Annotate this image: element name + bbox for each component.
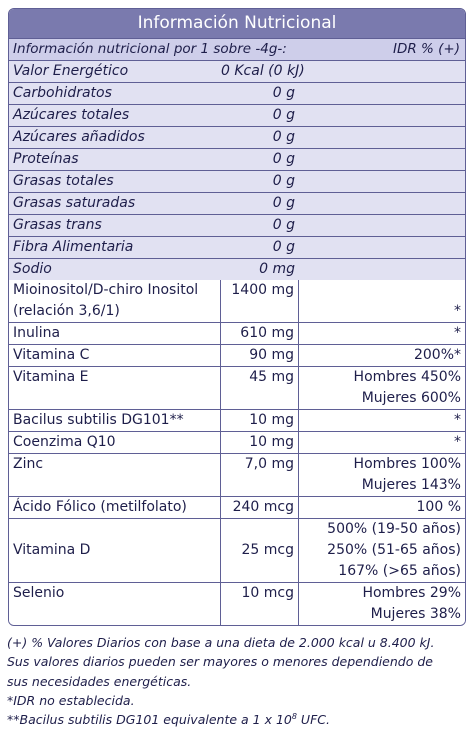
idr-value: Hombres 450% [353, 369, 461, 385]
nutrient-idr [299, 432, 465, 453]
table-title: Información Nutricional [9, 9, 465, 39]
nutrient-name-text: Coenzima Q10 [13, 434, 116, 450]
nutrient-name: Fibra Alimentaria [13, 239, 134, 255]
table-row [9, 519, 465, 583]
idr-value: 100 % [416, 499, 461, 515]
nutrient-name [9, 280, 221, 322]
nutrient-amount: 0 Kcal (0 kJ) [221, 63, 305, 79]
nutrient-amount: 0 g [272, 151, 295, 167]
footnotes [7, 633, 467, 729]
idr-value: Hombres 29% [362, 585, 461, 601]
nutrient-amount: 240 mcg [221, 497, 299, 518]
idr-value: Hombres 100% [353, 456, 461, 472]
nutrient-amount: 0 g [272, 239, 295, 255]
nutrient-name: Valor Energético [13, 63, 129, 79]
footnote-idr: *IDR no establecida. [7, 692, 135, 708]
table-row [9, 83, 465, 105]
nutrient-idr [299, 83, 465, 104]
nutrient-name-text: Vitamina C [13, 347, 90, 363]
idr-value: Mujeres 143% [361, 477, 461, 493]
table-row [9, 410, 465, 432]
table-row [9, 323, 465, 345]
idr-value: * [454, 434, 461, 450]
idr-value: * [454, 325, 461, 341]
nutrient-name [9, 367, 221, 409]
table-row [9, 345, 465, 367]
nutrient-name [9, 410, 221, 431]
table-row [9, 105, 465, 127]
nutrient-idr [299, 497, 465, 518]
nutrient-idr [299, 345, 465, 366]
table-row [9, 432, 465, 454]
nutrient-name: Azúcares totales [13, 107, 130, 123]
nutrient-amount: 25 mcg [221, 519, 299, 582]
nutrient-idr [299, 367, 465, 409]
nutrient-amount: 0 g [272, 195, 295, 211]
nutrient-idr [299, 237, 465, 258]
nutrient-name-text: Vitamina E [13, 369, 89, 385]
nutrient-name [9, 454, 221, 496]
nutrient-idr [299, 215, 465, 236]
nutrient-name: Sodio [13, 261, 52, 277]
nutrient-name: Proteínas [13, 151, 79, 167]
nutrient-amount: 0 g [272, 107, 295, 123]
nutrient-name-detail: (relación 3,6/1) [13, 303, 120, 319]
nutrient-name: Azúcares añadidos [13, 129, 145, 145]
footnote-line2: Sus valores diarios pueden ser mayores o menores dependiendo de [7, 654, 433, 670]
nutrient-name [9, 432, 221, 453]
table-row [9, 454, 465, 497]
nutrient-name-text: Ácido Fólico (metilfolato) [13, 499, 187, 515]
nutrient-name-text: Vitamina D [13, 542, 91, 558]
table-row [9, 237, 465, 259]
nutrient-amount: 45 mg [221, 367, 299, 409]
nutrient-name [9, 345, 221, 366]
table-row [9, 215, 465, 237]
nutrient-name [9, 323, 221, 344]
idr-value: Mujeres 600% [361, 390, 461, 406]
footnote-bacilus: **Bacilus subtilis DG101 equivalente a 1 x $10^8$ UFC. [7, 712, 330, 728]
nutrient-name: Grasas totales [13, 173, 114, 189]
footnote-line3: sus necesidades energéticas. [7, 673, 192, 689]
nutrition-table [8, 8, 466, 626]
nutrient-amount: 610 mg [221, 323, 299, 344]
idr-value: 167% (>65 años) [338, 563, 461, 579]
table-header [9, 39, 465, 61]
nutrient-amount: 10 mg [221, 410, 299, 431]
table-row [9, 259, 465, 280]
idr-value: 250% (51-65 años) [327, 542, 461, 558]
nutrient-idr [299, 61, 465, 82]
nutrient-name-text: Mioinositol/D-chiro Inositol [13, 282, 199, 298]
nutrient-amount: 0 g [272, 85, 295, 101]
nutrient-idr [299, 127, 465, 148]
nutrient-amount: 0 mg [259, 261, 295, 277]
table-row [9, 127, 465, 149]
nutrient-idr [299, 410, 465, 431]
nutrient-idr [299, 583, 465, 625]
table-row [9, 149, 465, 171]
table-row [9, 497, 465, 519]
nutrient-idr [299, 519, 465, 582]
idr-value: 500% (19-50 años) [327, 521, 461, 537]
table-row [9, 193, 465, 215]
nutrient-amount: 0 g [272, 173, 295, 189]
idr-value: * [454, 303, 461, 319]
table-row [9, 367, 465, 410]
nutrient-name: Grasas trans [13, 217, 102, 233]
nutrient-section [9, 280, 465, 625]
nutrient-amount: 1400 mg [221, 280, 299, 322]
nutrient-idr [299, 171, 465, 192]
table-row [9, 171, 465, 193]
nutrient-name-text: Zinc [13, 456, 44, 472]
idr-value: 200%* [413, 347, 461, 363]
nutrient-amount: 10 mcg [221, 583, 299, 625]
shaded-section [9, 61, 465, 280]
footnote-daily-values: (+) % Valores Diarios con base a una dieta de 2.000 kcal u 8.400 kJ. [7, 635, 435, 650]
nutrient-name [9, 497, 221, 518]
nutrient-name [9, 519, 221, 582]
nutrient-amount: 0 g [272, 129, 295, 145]
nutrient-amount: 10 mg [221, 432, 299, 453]
nutrient-idr [299, 193, 465, 214]
nutrient-name-text: Inulina [13, 325, 61, 341]
idr-value: Mujeres 38% [370, 606, 461, 622]
header-idr: IDR % (+) [392, 41, 460, 57]
nutrient-name-text: Bacilus subtilis DG101** [13, 412, 184, 428]
table-row [9, 280, 465, 323]
table-row [9, 61, 465, 83]
table-row [9, 583, 465, 625]
nutrient-name [9, 583, 221, 625]
nutrient-idr [299, 323, 465, 344]
nutrient-idr [299, 280, 465, 322]
nutrient-name-text: Selenio [13, 585, 65, 601]
nutrient-name: Grasas saturadas [13, 195, 136, 211]
header-serving: Información nutricional por 1 sobre -4g-: [13, 41, 287, 57]
nutrient-name: Carbohidratos [13, 85, 112, 101]
nutrient-idr [299, 105, 465, 126]
nutrient-idr [299, 259, 465, 280]
nutrient-idr [299, 454, 465, 496]
nutrient-amount: 0 g [272, 217, 295, 233]
nutrient-amount: 90 mg [221, 345, 299, 366]
idr-value: * [454, 412, 461, 428]
nutrient-amount: 7,0 mg [221, 454, 299, 496]
nutrient-idr [299, 149, 465, 170]
